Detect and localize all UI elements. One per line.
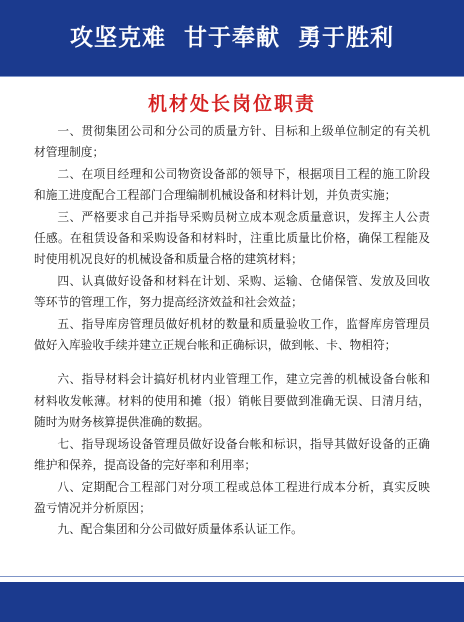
duty-item-6: 六、指导材料会计搞好机材内业管理工作，建立完善的机械设备台帐和材料收发帐薄。材料的使用和摊（报）销帐目要做到准确无误、日清月结，随时为财务核算提供准确的数据。 [34,372,430,430]
slogan: 攻坚克难 甘于奉献 勇于胜利 [69,25,395,51]
duty-item-1: 一、贯彻集团公司和分公司的质量方针、目标和上级单位制定的有关机材管理制度； [34,124,430,160]
duty-item-8: 八、定期配合工程部门对分项工程或总体工程进行成本分析，真实反映盈亏情况并分析原因； [34,479,430,515]
footer-band [0,582,464,622]
duty-item-7: 七、指导现场设备管理员做好设备台帐和标识，指导其做好设备的正确维护和保养，提高设备的完好率和利用率； [34,436,430,473]
duty-item-2: 二、在项目经理和公司物资设备部的领导下，根据项目工程的施工阶段和施工进度配合工程部门合理编制机械设备和材料计划，并负责实施； [34,166,430,203]
duty-item-4: 四、认真做好设备和材料在计划、采购、运输、仓储保管、发放及回收等环节的管理工作，努力提高经济效益和社会效益； [34,273,430,310]
document-title: 机材处长岗位职责 [147,93,316,115]
duty-item-3: 三、严格要求自己并指导采购员树立成本观念质量意识，发挥主人公责任感。在租赁设备和采购设备和材料时，注重比质量比价格，确保工程能及时使用机况良好的机械设备和质量合格的建筑材料； [34,209,430,267]
document-body [34,121,430,541]
duty-item-9: 九、配合集团和分公司做好质量体系认证工作。 [57,522,303,537]
duty-item-5: 五、指导库房管理员做好机材的数量和质量验收工作，监督库房管理员做好入库验收手续并建立正规台帐和正确标识，做到帐、卡、物相符； [34,316,430,353]
header-band [0,0,464,76]
header-stripe [0,76,464,82]
